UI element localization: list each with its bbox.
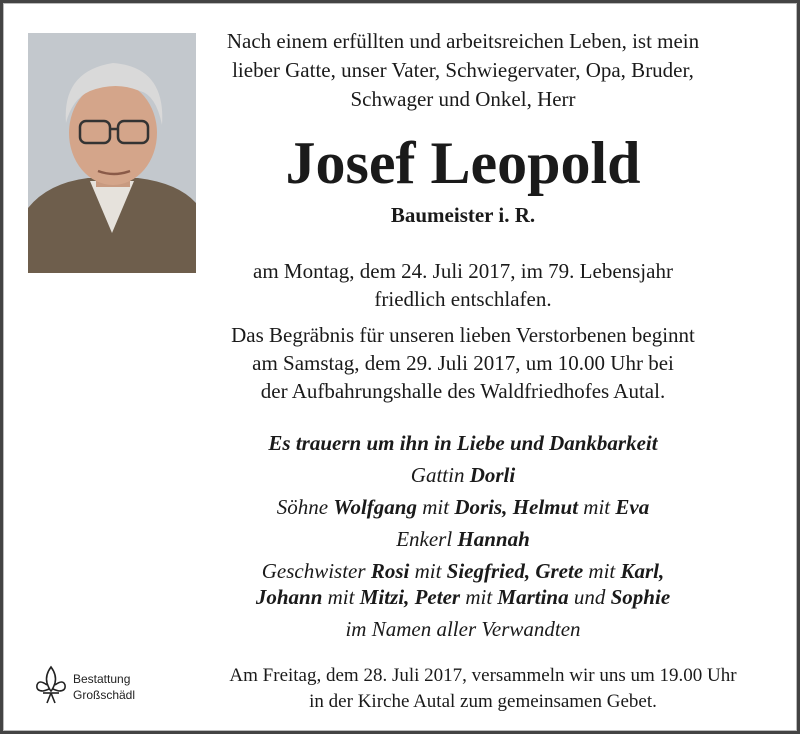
death-notice-line: friedlich entschlafen. (374, 287, 552, 311)
mourners-siblings-1: Geschwister Rosi mit Siegfried, Grete mit Karl, (261, 559, 665, 583)
funeral-line: Das Begräbnis für unseren lieben Verstorbenen beginnt (231, 323, 695, 347)
intro-text (203, 27, 723, 114)
intro-line: Schwager und Onkel, Herr (350, 87, 576, 111)
deceased-name: Josef Leopold (285, 130, 641, 196)
mourners-heading: Es trauern um ihn in Liebe und Dankbarkeit (268, 431, 658, 455)
funeral-home-line2: Großschädl (73, 688, 136, 702)
mourners-wife: Gattin Dorli (410, 463, 516, 487)
prayer-info (193, 663, 773, 715)
funeral-line: am Samstag, dem 29. Juli 2017, um 10.00 Uhr bei (252, 351, 674, 375)
death-notice-line: am Montag, dem 24. Juli 2017, im 79. Lebensjahr (253, 259, 673, 283)
funeral-home-name (73, 671, 135, 703)
funeral-home-line1: Bestattung (73, 672, 131, 686)
deceased-title: Baumeister i. R. (390, 203, 536, 227)
intro-line: Nach einem erfüllten und arbeitsreichen Leben, ist mein (226, 29, 700, 53)
mourners-sons: Söhne Wolfgang mit Doris, Helmut mit Eva (276, 495, 650, 519)
funeral-line: der Aufbahrungshalle des Waldfriedhofes Autal. (260, 379, 666, 403)
mourners-closing: im Namen aller Verwandten (345, 617, 581, 641)
portrait-photo (28, 33, 196, 273)
mourners-grandchild: Enkerl Hannah (396, 527, 530, 551)
intro-line: lieber Gatte, unser Vater, Schwiegervater, Opa, Bruder, (232, 58, 694, 82)
fleur-de-lis-icon (33, 663, 69, 707)
prayer-line: in der Kirche Autal zum gemeinsamen Gebet. (309, 691, 657, 712)
funeral-home-logo (33, 663, 143, 709)
mourners-siblings-2: Johann mit Mitzi, Peter mit Martina und Sophie (255, 585, 671, 609)
death-notice (203, 257, 723, 313)
mourners-list (183, 427, 743, 645)
portrait-image (28, 33, 196, 273)
prayer-line: Am Freitag, dem 28. Juli 2017, versammeln wir uns um 19.00 Uhr (229, 665, 737, 686)
funeral-info (203, 321, 723, 405)
